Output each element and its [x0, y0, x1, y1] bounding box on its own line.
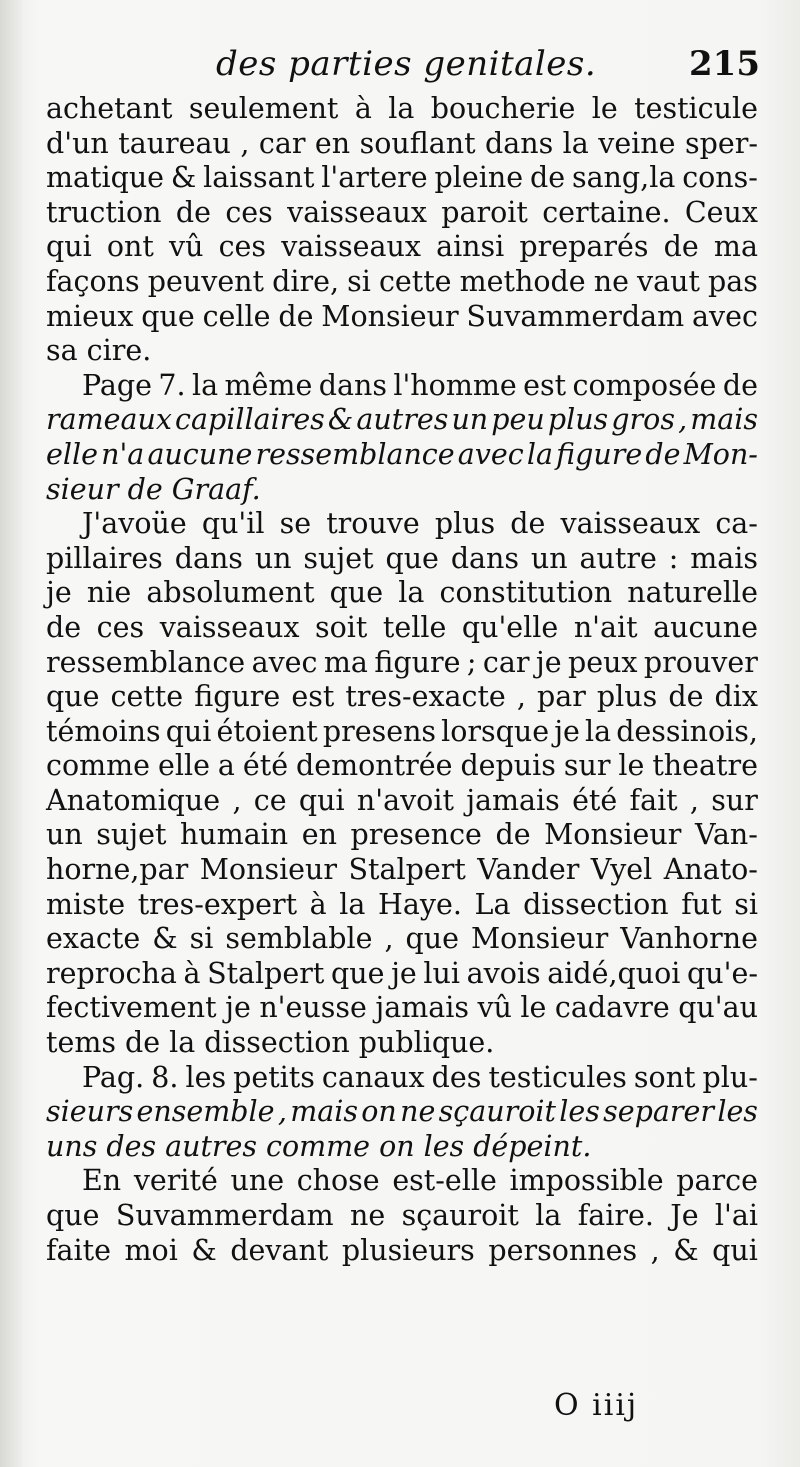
text-line: tems de la dissection publique. [46, 1026, 495, 1060]
text-line: fectivement je n'eusse jamais vû le cadavre qu'au [46, 991, 758, 1025]
text-line: truction de ces vaisseaux paroit certaine. Ceux [46, 195, 758, 229]
signature-mark: O iiij [554, 1388, 639, 1423]
text-line: achetant seulement à la boucherie le testicule [46, 92, 758, 125]
text-line: sieurs ensemble , mais on ne sçauroit les separer les [46, 1095, 758, 1129]
text-line: que cette figure est tres-exacte , par plus de dix [46, 680, 758, 714]
text-line: Pag. 8. les petits canaux des testicules sont plu- [82, 1060, 758, 1094]
text-line: Anatomique , ce qui n'avoit jamais été fait , sur [46, 783, 758, 817]
text-line: faite moi & devant plusieurs personnes , & qui [46, 1233, 758, 1267]
text-line: un sujet humain en presence de Monsieur Van- [46, 818, 758, 852]
text-line: rameaux capillaires & autres un peu plus gros , mais [46, 403, 758, 437]
text-line: J'avoüe qu'il se trouve plus de vaisseaux ca- [82, 507, 758, 541]
text-line: elle n'a aucune ressemblance avec la figure de Mon- [46, 437, 758, 471]
text-line: reprocha à Stalpert que je lui avois aidé,quoi qu'e- [46, 956, 758, 990]
text-line: Page 7. la même dans l'homme est composée de [82, 368, 758, 402]
page-header [48, 44, 760, 94]
text-line: témoins qui étoient presens lorsque je la dessinois, [46, 714, 758, 748]
page-number: 215 [689, 44, 760, 84]
running-title: des parties genitales. [216, 44, 597, 84]
text-line: que Suvammerdam ne sçauroit la faire. Je l'ai [46, 1199, 758, 1232]
text-line: d'un taureau , car en souflant dans la veine sper- [46, 126, 758, 160]
body-text [46, 92, 758, 1268]
text-line: je nie absolument que la constitution naturelle [46, 576, 758, 610]
text-line: uns des autres comme on les dépeint. [46, 1129, 592, 1163]
text-line: de ces vaisseaux soit telle qu'elle n'ait aucune [46, 610, 758, 644]
text-line: façons peuvent dire, si cette methode ne vaut pas [46, 264, 758, 298]
page-gutter-shadow [0, 0, 22, 1467]
text-line: horne,par Monsieur Stalpert Vander Vyel Anato- [46, 853, 758, 887]
text-line: En verité une chose est-elle impossible parce [82, 1164, 758, 1198]
text-line: matique & laissant l'artere pleine de sang,la cons- [46, 161, 758, 195]
text-line: miste tres-expert à la Haye. La dissection fut si [46, 887, 758, 921]
text-line: qui ont vû ces vaisseaux ainsi preparés de ma [46, 230, 758, 264]
text-line: pillaires dans un sujet que dans un autre : mais [46, 541, 758, 575]
text-line: comme elle a été demontrée depuis sur le theatre [46, 749, 758, 783]
text-line: mieux que celle de Monsieur Suvammerdam avec [46, 299, 758, 333]
text-line: sieur de Graaf. [46, 472, 261, 506]
text-line: ressemblance avec ma figure ; car je peux prouver [46, 645, 758, 679]
text-line: sa cire. [46, 334, 152, 368]
text-line: exacte & si semblable , que Monsieur Vanhorne [46, 922, 758, 956]
